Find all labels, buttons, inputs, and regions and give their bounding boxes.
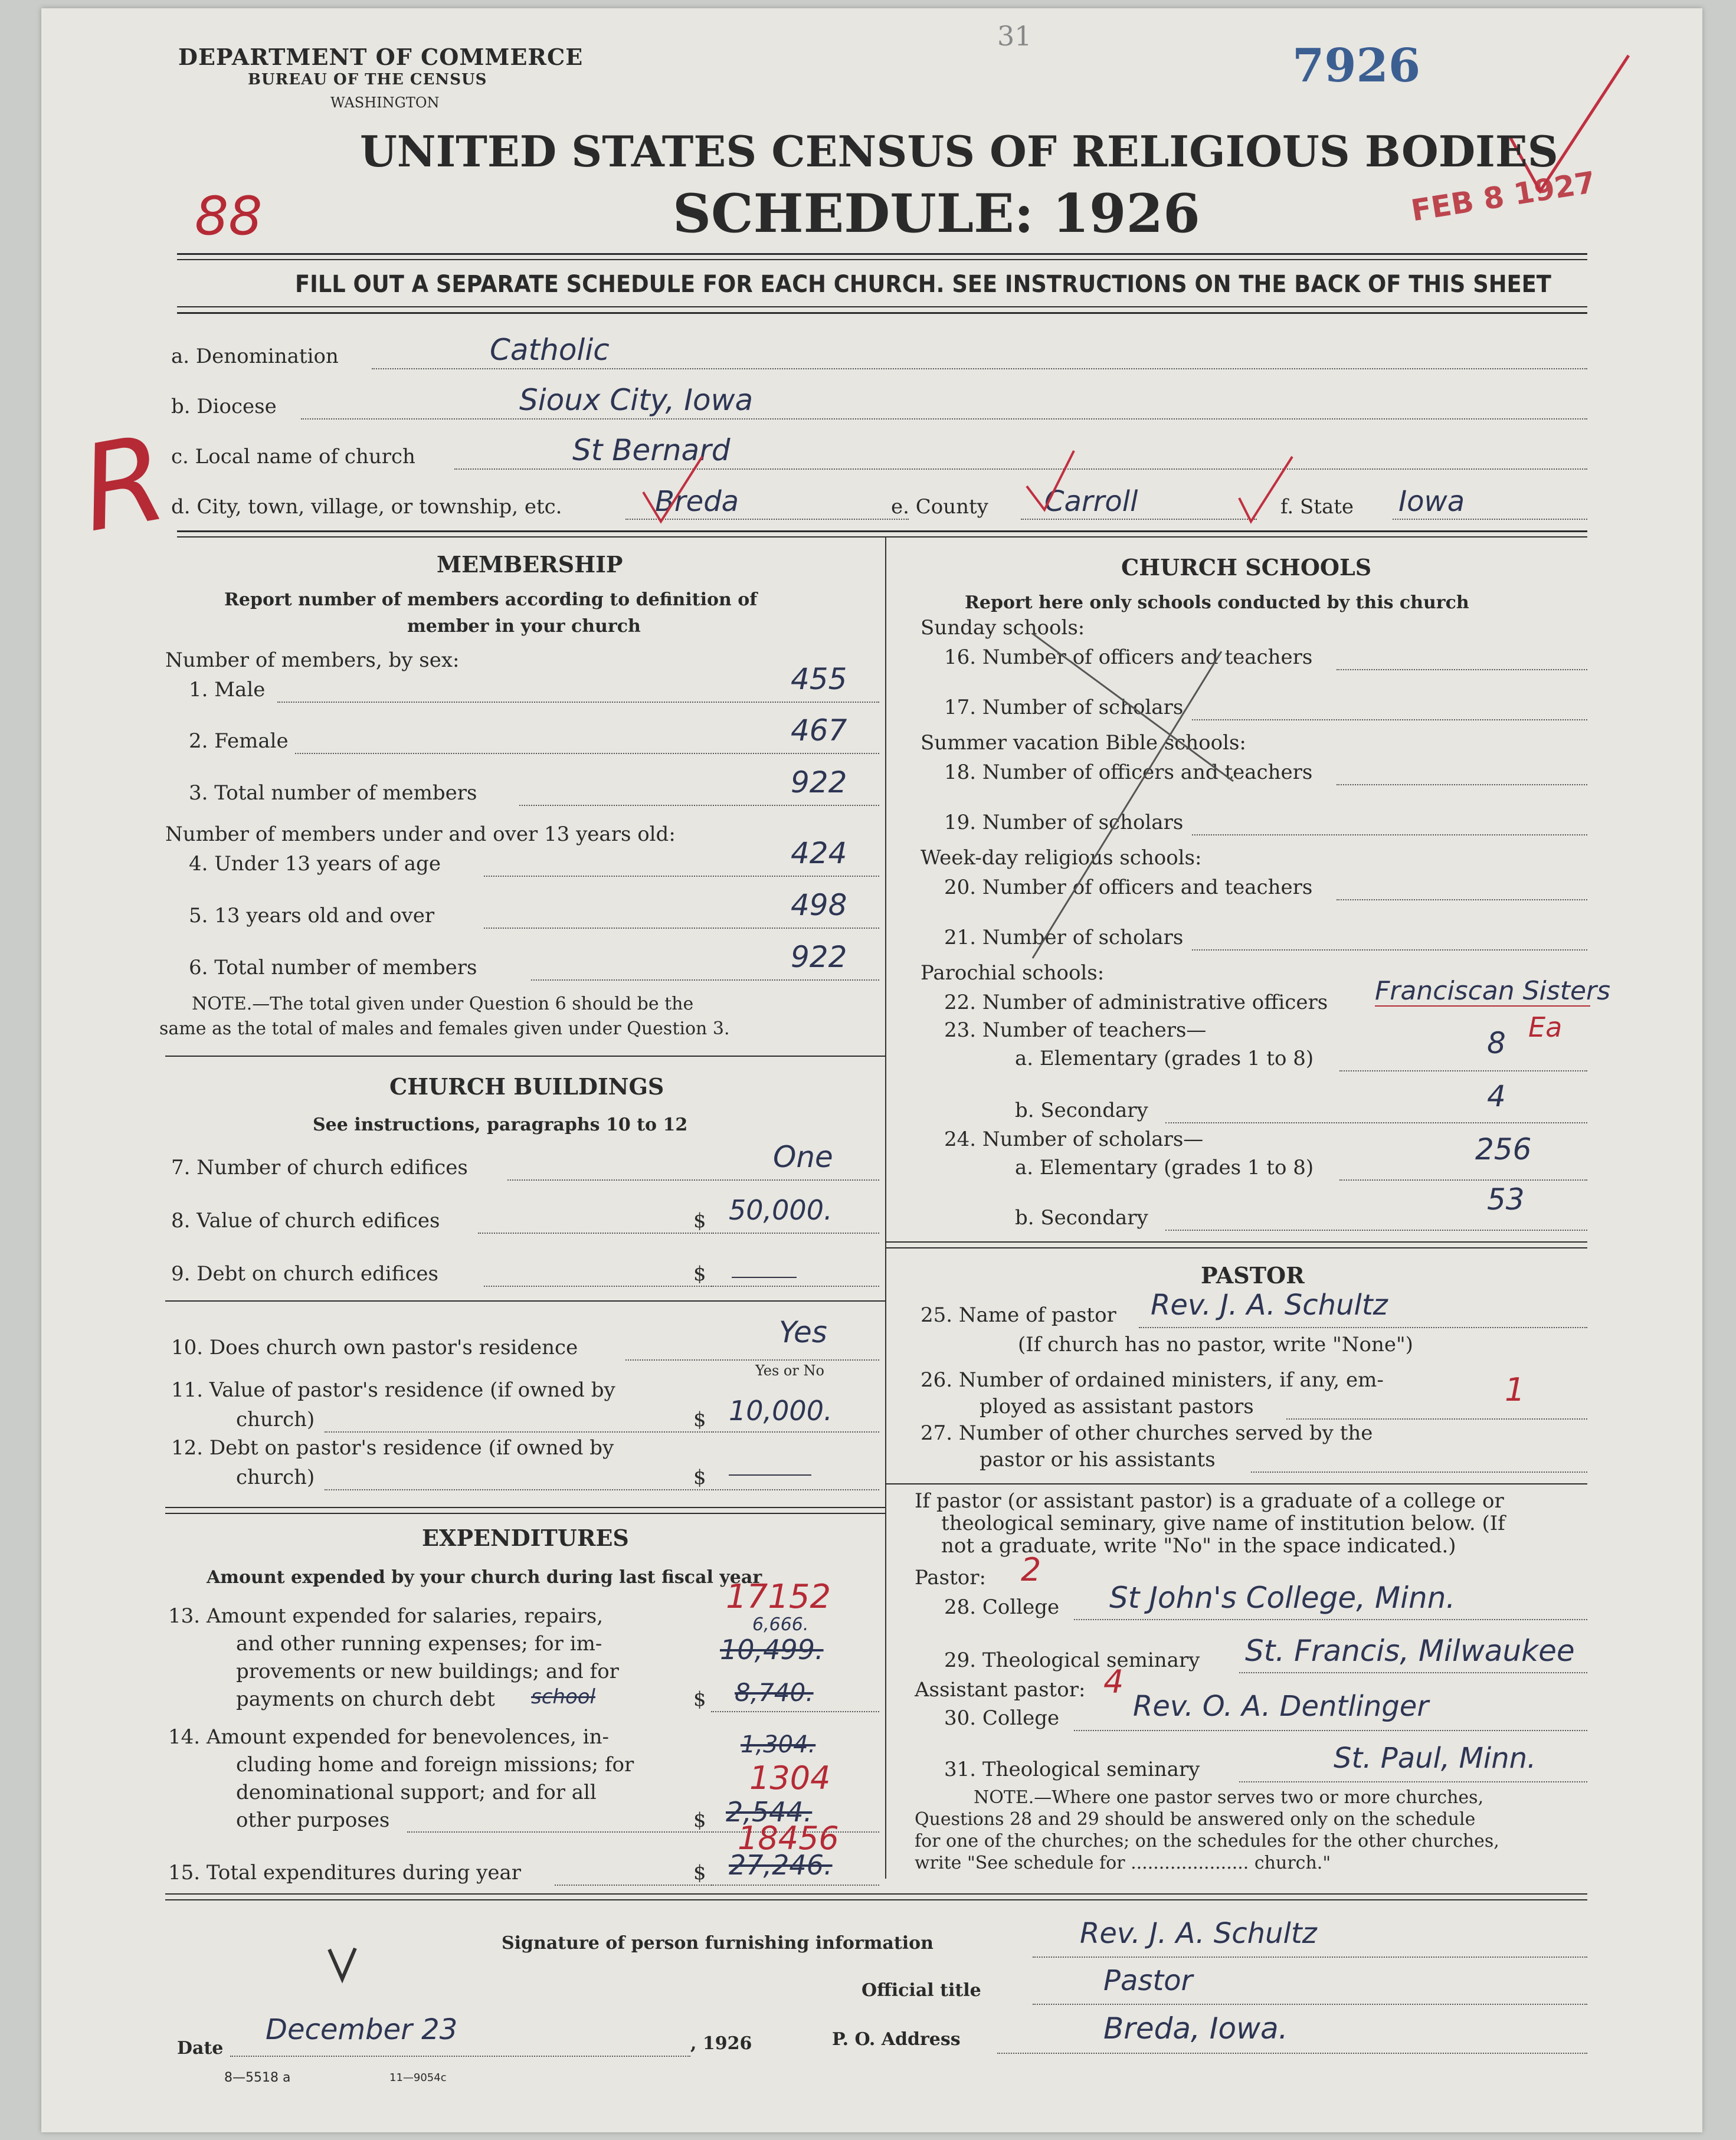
q23a-value: 8 (1487, 1026, 1506, 1060)
date-value: December 23 (266, 2013, 458, 2046)
date-year: , 1926 (690, 2033, 752, 2054)
official-title-value: Pastor (1103, 1964, 1193, 1997)
q7-label: 7. Number of church edifices (171, 1156, 468, 1179)
q26-line-2: ployed as assistant pastors (980, 1395, 1254, 1418)
q23b-label: b. Secondary (1015, 1099, 1148, 1122)
q21-label: 21. Number of scholars (944, 926, 1184, 949)
q11-dollar: $ (693, 1408, 706, 1431)
pencil-check-icon (325, 1944, 360, 1985)
form-title: UNITED STATES CENSUS OF RELIGIOUS BODIES (360, 126, 1558, 176)
q3-label: 3. Total number of members (189, 781, 477, 805)
date-label: Date (177, 2038, 224, 2059)
q6-label: 6. Total number of members (189, 956, 477, 979)
q27-line-1: 27. Number of other churches served by the (921, 1421, 1373, 1445)
membership-note-2: same as the total of males and females given under Question 3. (159, 1018, 730, 1039)
census-schedule-sheet (41, 8, 1702, 2132)
q20-label: 20. Number of officers and teachers (944, 876, 1313, 899)
q13-value-a: 6,666. (752, 1614, 809, 1635)
q27-line-2: pastor or his assistants (980, 1448, 1216, 1472)
bureau-heading: BUREAU OF THE CENSUS (248, 71, 487, 89)
q13-red-value: 17152 (726, 1578, 831, 1616)
q24b-label: b. Secondary (1015, 1206, 1148, 1230)
q22-label: 22. Number of administrative officers (944, 991, 1328, 1014)
q23a-extra: Ea (1528, 1011, 1563, 1043)
q26-value: 1 (1505, 1371, 1525, 1408)
q12-dollar: $ (693, 1466, 706, 1489)
q8-label: 8. Value of church edifices (171, 1209, 440, 1233)
membership-heading: MEMBERSHIP (437, 551, 623, 578)
pastor-sublabel: Pastor: (915, 1566, 986, 1590)
q17-label: 17. Number of scholars (944, 696, 1184, 719)
q14-value-a: 1,304. (741, 1731, 816, 1758)
q10-label: 10. Does church own pastor's residence (171, 1336, 578, 1359)
q25-value: Rev. J. A. Schultz (1151, 1289, 1388, 1322)
state-label: f. State (1280, 495, 1354, 519)
q26-line-1: 26. Number of ordained ministers, if any, em- (921, 1368, 1384, 1392)
po-address-value: Breda, Iowa. (1103, 2011, 1288, 2046)
po-address-label: P. O. Address (832, 2029, 961, 2050)
schedule-title: SCHEDULE: 1926 (673, 182, 1200, 245)
q23a-label: a. Elementary (grades 1 to 8) (1015, 1047, 1314, 1070)
city-heading: WASHINGTON (330, 94, 440, 111)
q13-line-1: 13. Amount expended for salaries, repairs, (168, 1604, 604, 1628)
q14-line-1: 14. Amount expended for benevolences, in- (168, 1725, 610, 1749)
q31-label: 31. Theological seminary (944, 1758, 1200, 1781)
q28-label: 28. College (944, 1595, 1060, 1619)
q3-value: 922 (791, 765, 847, 799)
county-label: e. County (891, 495, 988, 519)
assistant-pastor-sublabel: Assistant pastor: (915, 1678, 1086, 1702)
q4-value: 424 (791, 836, 847, 870)
q24-label: 24. Number of scholars— (944, 1128, 1204, 1151)
q1-value: 455 (791, 662, 847, 696)
pastor-red-mark: 2 (1021, 1551, 1041, 1588)
pastor-note-2: Questions 28 and 29 should be answered only on the schedule (915, 1809, 1476, 1830)
q18-label: 18. Number of officers and teachers (944, 761, 1313, 784)
diocese-label: b. Diocese (171, 395, 277, 418)
buildings-heading: CHURCH BUILDINGS (389, 1073, 664, 1100)
q13-line-2: and other running expenses; for im- (236, 1632, 602, 1656)
denomination-label: a. Denomination (171, 345, 339, 368)
q24a-label: a. Elementary (grades 1 to 8) (1015, 1156, 1314, 1179)
q23-label: 23. Number of teachers— (944, 1018, 1207, 1042)
q13-struck-word: school (531, 1685, 596, 1709)
q30-value: Rev. O. A. Dentlinger (1133, 1690, 1429, 1723)
denomination-value: Catholic (490, 333, 610, 367)
q31-value: St. Paul, Minn. (1334, 1742, 1537, 1775)
q14-dollar: $ (693, 1808, 706, 1832)
diocese-value: Sioux City, Iowa (519, 383, 754, 417)
date-received-stamp: FEB 8 1927 (1409, 165, 1598, 228)
q15-value: 27,246. (729, 1849, 833, 1881)
expenditures-intro: Amount expended by your church during last fiscal year (207, 1567, 762, 1588)
pastor-note-3: for one of the churches; on the schedules for the other churches, (915, 1831, 1499, 1851)
q10-hint: Yes or No (755, 1362, 824, 1379)
q24a-value: 256 (1475, 1132, 1532, 1166)
assistant-red-mark: 4 (1103, 1663, 1124, 1700)
graduate-note-2: theological seminary, give name of institution below. (If (941, 1512, 1505, 1535)
q2-label: 2. Female (189, 729, 289, 753)
members-by-age: Number of members under and over 13 years old: (165, 822, 676, 846)
q12-label-2: church) (236, 1466, 315, 1489)
q14-line-2: cluding home and foreign missions; for (236, 1753, 634, 1777)
q14-line-4: other purposes (236, 1808, 390, 1832)
pastor-note-1: NOTE.—Where one pastor serves two or more churches, (974, 1787, 1484, 1808)
signature-value: Rev. J. A. Schultz (1080, 1917, 1317, 1950)
q10-value: Yes (779, 1315, 827, 1349)
q24b-value: 53 (1487, 1182, 1525, 1217)
q5-label: 5. 13 years old and over (189, 904, 435, 928)
q15-label: 15. Total expenditures during year (168, 1861, 522, 1885)
q13-value-c: 8,740. (735, 1678, 814, 1707)
q14-red-value: 1304 (749, 1759, 831, 1797)
city-label: d. City, town, village, or township, etc. (171, 495, 562, 519)
members-by-sex: Number of members, by sex: (165, 648, 460, 672)
q11-label-1: 11. Value of pastor's residence (if owned by (171, 1378, 615, 1402)
q29-value: St. Francis, Milwaukee (1245, 1634, 1575, 1668)
graduate-note-1: If pastor (or assistant pastor) is a graduate of a college or (915, 1489, 1504, 1513)
membership-intro-2: member in your church (407, 616, 641, 637)
q25-label: 25. Name of pastor (921, 1303, 1116, 1327)
signature-label: Signature of person furnishing information (502, 1933, 933, 1954)
local-name-value: St Bernard (572, 433, 731, 467)
q8-dollar: $ (693, 1209, 706, 1233)
q25-hint: (If church has no pastor, write "None") (1018, 1333, 1413, 1356)
q2-value: 467 (791, 713, 847, 748)
department-heading: DEPARTMENT OF COMMERCE (178, 44, 584, 70)
parochial-schools: Parochial schools: (921, 961, 1105, 985)
form-number-2: 11—9054c (389, 2072, 447, 2084)
schools-heading: CHURCH SCHOOLS (1121, 554, 1372, 581)
summer-schools: Summer vacation Bible schools: (921, 731, 1246, 755)
q14-line-3: denominational support; and for all (236, 1781, 597, 1804)
pencil-mark: 31 (997, 20, 1032, 52)
red-number-mark: 88 (195, 185, 263, 247)
expenditures-heading: EXPENDITURES (422, 1525, 629, 1551)
official-title-label: Official title (862, 1980, 981, 2001)
q13-dollar: $ (693, 1687, 706, 1711)
q13-value-b: 10,499. (720, 1634, 824, 1666)
q29-label: 29. Theological seminary (944, 1649, 1200, 1672)
q13-line-3: provements or new buildings; and for (236, 1660, 619, 1683)
city-value: Breda (655, 485, 739, 518)
q6-value: 922 (791, 940, 847, 974)
membership-note-1: NOTE.—The total given under Question 6 should be the (192, 994, 694, 1014)
q23b-value: 4 (1487, 1079, 1506, 1113)
sunday-schools: Sunday schools: (921, 616, 1085, 640)
weekday-schools: Week-day religious schools: (921, 846, 1202, 870)
fill-out-instruction: FILL OUT A SEPARATE SCHEDULE FOR EACH CHURCH. SEE INSTRUCTIONS ON THE BACK OF THIS SHEET (295, 271, 1551, 298)
q15-red-value: 18456 (738, 1820, 839, 1857)
q14-value-b: 2,544. (726, 1796, 813, 1828)
q9-dollar: $ (693, 1262, 706, 1286)
q13-line-4: payments on church debt (236, 1687, 495, 1711)
local-name-label: c. Local name of church (171, 445, 415, 468)
q11-label-2: church) (236, 1408, 315, 1431)
q4-label: 4. Under 13 years of age (189, 852, 441, 876)
buildings-intro: See instructions, paragraphs 10 to 12 (313, 1115, 688, 1135)
q22-value: Franciscan Sisters (1375, 976, 1611, 1006)
q30-label: 30. College (944, 1706, 1060, 1730)
number-stamp: 7926 (1292, 39, 1421, 93)
pastor-note-4: write "See schedule for ..................... church." (915, 1853, 1331, 1873)
q7-value: One (773, 1140, 833, 1174)
q9-label: 9. Debt on church edifices (171, 1262, 438, 1286)
red-letter-mark: R (71, 409, 176, 559)
q28-value: St John's College, Minn. (1109, 1581, 1456, 1615)
membership-intro-1: Report number of members according to definition of (224, 589, 758, 610)
graduate-note-3: not a graduate, write "No" in the space indicated.) (941, 1534, 1456, 1558)
q19-label: 19. Number of scholars (944, 811, 1184, 834)
q8-value: 50,000. (729, 1194, 833, 1226)
q5-value: 498 (791, 888, 847, 922)
state-value: Iowa (1398, 485, 1465, 518)
q15-dollar: $ (693, 1861, 706, 1885)
cross-out-mark-icon (1009, 616, 1316, 970)
schools-intro: Report here only schools conducted by this church (965, 592, 1469, 613)
form-number: 8—5518 a (224, 2070, 291, 2085)
red-tick-marks-icon (631, 445, 1339, 527)
pastor-heading: PASTOR (1201, 1262, 1305, 1289)
q11-value: 10,000. (729, 1395, 833, 1427)
q1-label: 1. Male (189, 678, 266, 702)
q16-label: 16. Number of officers and teachers (944, 645, 1313, 669)
county-value: Carroll (1044, 485, 1138, 518)
q12-label-1: 12. Debt on pastor's residence (if owned by (171, 1436, 614, 1460)
